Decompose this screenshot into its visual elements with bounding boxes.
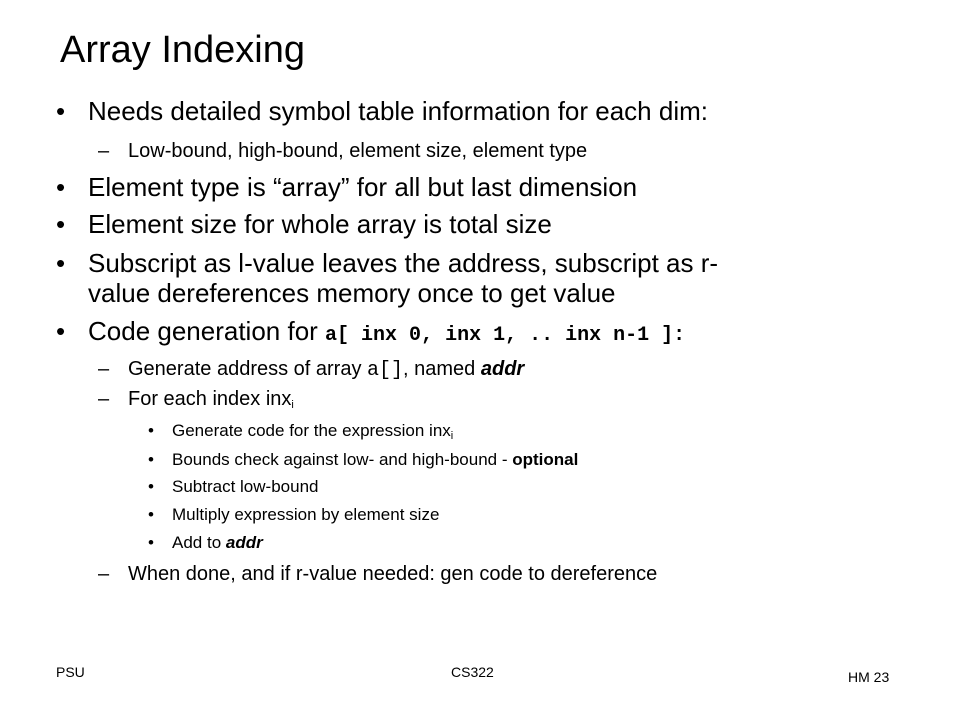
bullet-element-size bbox=[56, 209, 552, 239]
slide-title: Array Indexing bbox=[60, 29, 306, 71]
code-snippet: a[] bbox=[367, 359, 404, 382]
bullet-text: Needs detailed symbol table information for each dim: bbox=[88, 96, 708, 126]
bullet-element-type bbox=[56, 172, 638, 202]
bullet-text: Code generation for bbox=[88, 316, 326, 346]
emphasis-text: optional bbox=[512, 450, 579, 469]
bullet-icon: • bbox=[56, 172, 66, 202]
sub-bullet-text: When done, and if r-value needed: gen code to dereference bbox=[128, 563, 658, 585]
bullet-code-generation bbox=[56, 316, 686, 349]
bullet-icon: • bbox=[148, 450, 154, 469]
bullet-symbol-table bbox=[56, 96, 708, 126]
bullet-icon: • bbox=[56, 316, 66, 346]
footer-page-number: HM 23 bbox=[848, 669, 890, 685]
bullet-text-line1: Subscript as l-value leaves the address, subscript as r- bbox=[88, 248, 719, 278]
sub-bullet-when-done bbox=[98, 563, 658, 585]
footer-center: CS322 bbox=[451, 664, 494, 680]
dash-icon: – bbox=[98, 388, 110, 410]
sub-bullet-generate-address bbox=[98, 358, 525, 382]
step-text: Bounds check against low- and high-bound - bbox=[172, 450, 513, 469]
step-add bbox=[148, 533, 263, 553]
step-subtract bbox=[148, 477, 319, 497]
bullet-subscript-continued bbox=[88, 280, 616, 306]
bullet-icon: • bbox=[148, 505, 154, 524]
bullet-icon: • bbox=[56, 96, 66, 126]
step-multiply bbox=[148, 505, 440, 525]
dash-icon: – bbox=[98, 140, 110, 162]
emphasis-text: addr bbox=[480, 358, 525, 380]
sub-bullet-text: For each index inx bbox=[128, 388, 292, 410]
bullet-icon: • bbox=[148, 533, 154, 552]
sub-bullet-bounds bbox=[98, 140, 588, 162]
footer-left: PSU bbox=[56, 664, 85, 680]
bullet-icon: • bbox=[56, 248, 66, 278]
sub-bullet-each-index bbox=[98, 388, 294, 411]
bullet-icon: • bbox=[56, 209, 66, 239]
step-text: Multiply expression by element size bbox=[172, 505, 440, 524]
bullet-text: Element type is “array” for all but last dimension bbox=[88, 172, 638, 202]
step-text: Generate code for the expression inx bbox=[172, 421, 451, 440]
bullet-text-line2: value dereferences memory once to get value bbox=[88, 278, 616, 308]
step-bounds-check bbox=[148, 450, 579, 470]
subscript-text: i bbox=[450, 430, 454, 442]
bullet-subscript bbox=[56, 248, 719, 278]
sub-bullet-text-mid: , named bbox=[403, 358, 481, 380]
bullet-icon: • bbox=[148, 421, 154, 440]
code-snippet: a[ inx 0, inx 1, .. inx n-1 ]: bbox=[325, 324, 686, 347]
step-generate-code bbox=[148, 421, 454, 442]
bullet-text: Element size for whole array is total size bbox=[88, 209, 552, 239]
bullet-icon: • bbox=[148, 477, 154, 496]
step-text: Add to bbox=[172, 533, 226, 552]
dash-icon: – bbox=[98, 563, 110, 585]
sub-bullet-text: Generate address of array bbox=[128, 358, 368, 380]
step-text: Subtract low-bound bbox=[172, 477, 319, 496]
subscript-text: i bbox=[291, 399, 294, 411]
sub-bullet-text: Low-bound, high-bound, element size, element type bbox=[128, 140, 588, 162]
dash-icon: – bbox=[98, 358, 110, 380]
emphasis-text: addr bbox=[225, 533, 263, 552]
